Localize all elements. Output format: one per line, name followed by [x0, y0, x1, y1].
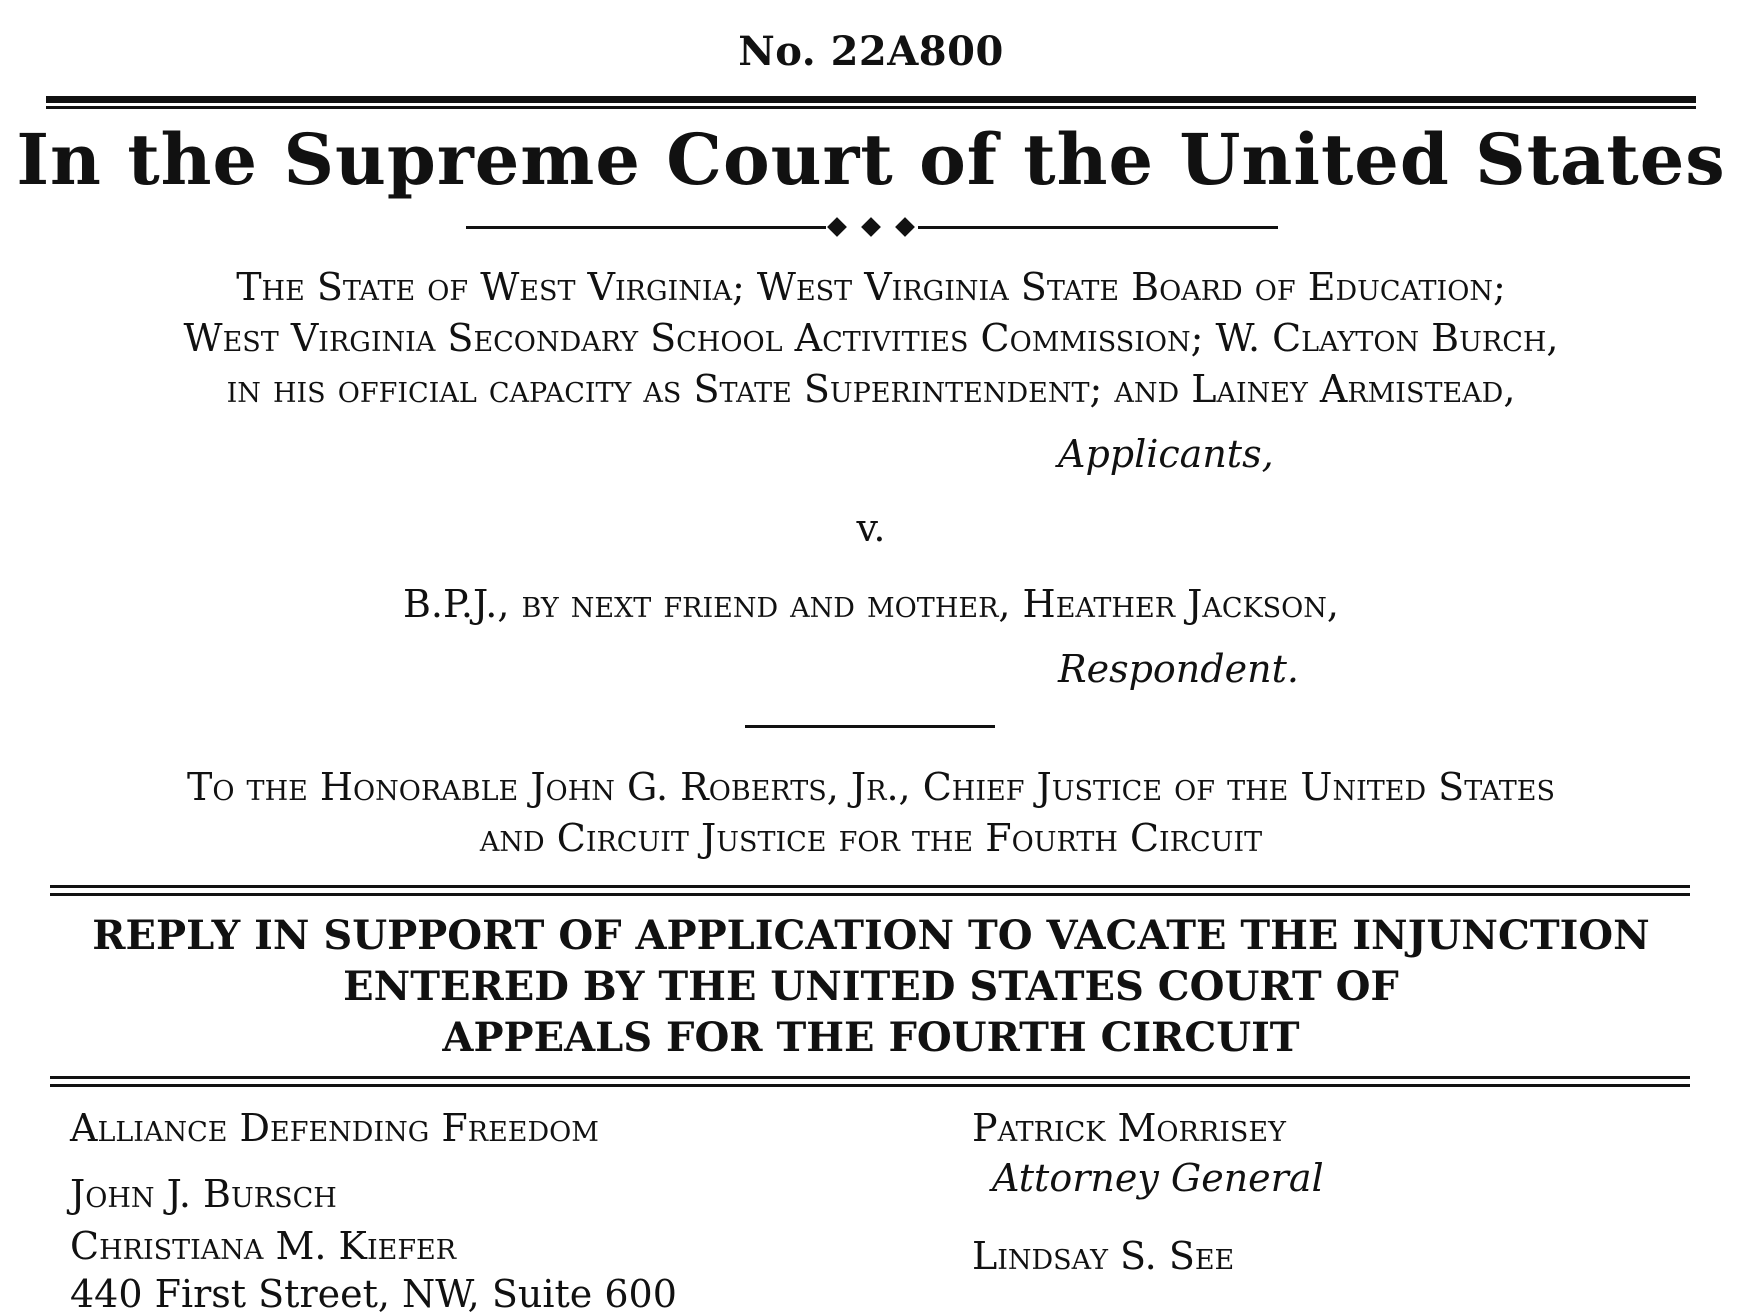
short-divider [745, 725, 995, 728]
counsel-right [972, 1108, 1672, 1276]
counsel-organization: Alliance Defending Freedom [70, 1106, 599, 1150]
counsel-right-second-name: Lindsay S. See [972, 1234, 1235, 1278]
counsel-name: John J. Bursch [70, 1172, 337, 1216]
applicants-line: West Virginia Secondary School Activities Commission; W. Clayton Burch, [183, 316, 1559, 360]
document-title-line: ENTERED BY THE UNITED STATES COURT OF [343, 963, 1399, 1010]
diamond-icon [895, 217, 915, 237]
addressee-line: and Circuit Justice for the Fourth Circuit [479, 816, 1263, 860]
addressee [0, 762, 1742, 864]
counsel-right-title: Attorney General [992, 1156, 1324, 1200]
document-title-line: APPEALS FOR THE FOURTH CIRCUIT [442, 1014, 1300, 1061]
applicants-role: Applicants, [1058, 432, 1274, 476]
versus: v. [856, 506, 886, 550]
court-title: In the Supreme Court of the United States [16, 118, 1726, 201]
applicants-line: The State of West Virginia; West Virginia State Board of Education; [236, 265, 1506, 309]
ornament-line-left [466, 226, 826, 229]
diamond-icon [827, 217, 847, 237]
counsel-right-name: Patrick Morrisey [972, 1106, 1286, 1150]
respondent-party: B.P.J., by next friend and mother, Heather Jackson, [403, 582, 1339, 626]
ornament-line-right [918, 226, 1278, 229]
diamond-icon [861, 217, 881, 237]
respondent-role: Respondent. [1058, 647, 1299, 691]
lower-rule-bottom [50, 1084, 1690, 1087]
addressee-line: To the Honorable John G. Roberts, Jr., Chief Justice of the United States [187, 765, 1555, 809]
top-rule-thick [46, 96, 1696, 103]
lower-rule-top [50, 1076, 1690, 1079]
middle-rule-top [50, 885, 1690, 888]
counsel-left [70, 1108, 870, 1314]
document-title-line: REPLY IN SUPPORT OF APPLICATION TO VACATE THE INJUNCTION [92, 912, 1650, 959]
middle-rule-bottom [50, 893, 1690, 896]
docket-number: No. 22A800 [738, 28, 1004, 75]
top-rule-thin [46, 106, 1696, 109]
document-title [0, 910, 1742, 1063]
applicants-parties [0, 262, 1742, 415]
counsel-name: Christiana M. Kiefer [70, 1224, 457, 1268]
counsel-address: 440 First Street, NW, Suite 600 [70, 1272, 677, 1316]
applicants-line: in his official capacity as State Superintendent; and Lainey Armistead, [226, 367, 1516, 411]
